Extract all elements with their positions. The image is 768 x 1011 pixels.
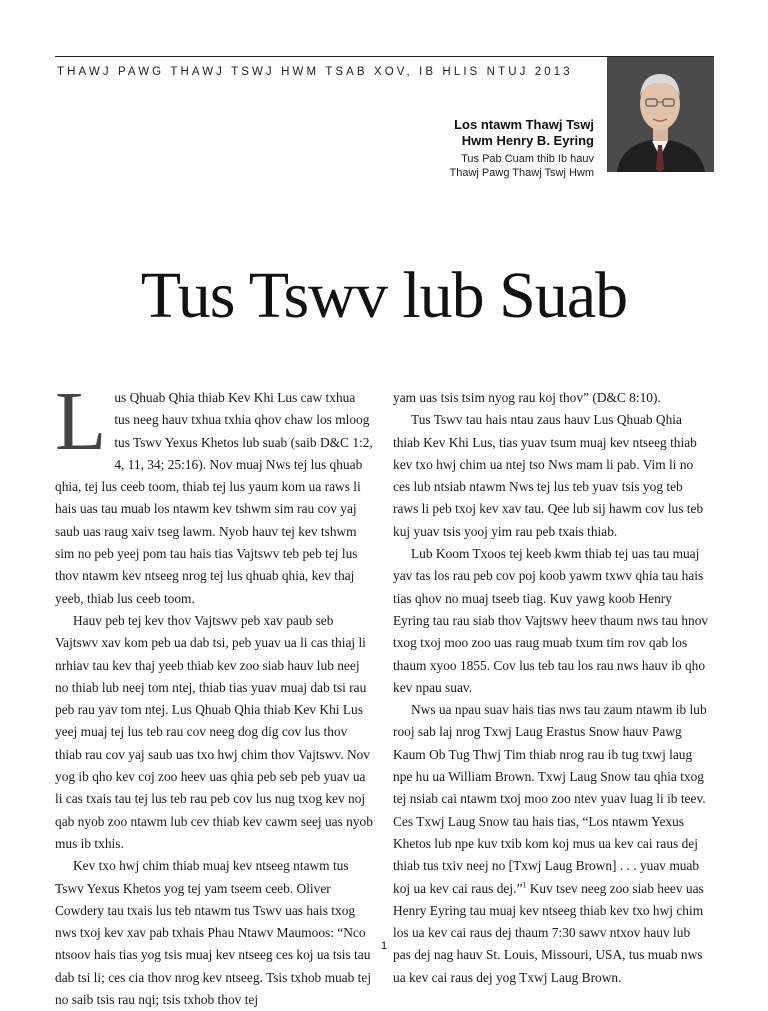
- page-number: 1: [380, 940, 388, 952]
- author-byline: [450, 117, 594, 180]
- author-role-line2: Thawj Pawg Thawj Tswj Hwm: [449, 167, 594, 179]
- paragraph: [55, 375, 373, 610]
- paragraph: yam uas tsis tsim nyog rau koj thov” (D&C 8:10).: [393, 390, 661, 405]
- paragraph-text: Nws ua npau suav hais tias nws tau zaum ntawm ib lub rooj sab laj nrog Txwj Laug Erastus Snow hauv Pawg Kaum Ob Tug Thwj Tim thiab nrog rau ib tug txwj laug npe hu ua William Brown. Txwj Laug Snow tau qhia txog tej nsiab cai ntawm txoj moo zoo ntev yuav luag li ib teev. Ces Txwj Laug Snow tau hais tias, “Los ntawm Yexus Khetos lub npe kuv txib kom koj mus ua kev cai raus dej thiab tus txiv neej no [Txwj Laug Brown] . . . yuav muab koj ua kev cai raus dej.”: [393, 702, 707, 896]
- author-name-line1: Los ntawm Thawj Tswj: [454, 117, 594, 132]
- paragraph: Tus Tswv tau hais ntau zaus hauv Lus Qhuab Qhia thiab Kev Khi Lus, tias yuav tsum muaj kev ntseeg thiab kev txo hwj chim ua ntej tso Nws mam li pab. Vim li no ces lub ntsiab ntawm Nws tej lus teb yuav tsis yog teb raws li peb txoj kev xav tau. Qee lub sij hawm cov lus teb kuj yuav tsis yooj yim rau peb txais thiab.: [393, 412, 704, 539]
- paragraph: Hauv peb tej kev thov Vajtswv peb xav paub seb Vajtswv xav kom peb ua dab tsi, peb yuav ua li cas thiaj li nrhiav tau kev thaj yeeb thiab kev zoo siab hauv lub neej no thiab lub neej tom ntej, thiab tias yuav muaj dab tsi rau peb rau yav tom ntej. Lus Qhuab Qhia thiab Kev Khi Lus yeej muaj tej lus teb rau cov neeg dog dig cov lus thov thiab rau cov yaj saub uas txo hwj chim thov Vajtswv. Nov yog ib qho kev coj zoo heev uas qhia peb seb peb yuav ua li cas txais tau tej lus teb rau peb cov lus nug txog kev noj qab nyob zoo ntawm lub cev thiab kev cawm seej uas nyob mus ib txhis.: [55, 612, 373, 851]
- paragraph-text: Kuv tsev neeg zoo siab heev uas Henry Eyring tau muaj kev ntseeg thiab kev txo hwj chim los ua kev cai raus dej thaum 7:30 sawv ntxov hauv lub pas dej nag hauv St. Louis, Missouri, USA, tus muab nws ua kev cai raus dej yog Txwj Laug Brown.: [393, 880, 704, 985]
- author-portrait: [607, 57, 714, 172]
- author-name-line2: Hwm Henry B. Eyring: [461, 133, 594, 148]
- right-column: [393, 387, 711, 989]
- paragraph-text: us Qhuab Qhia thiab Kev Khi Lus caw txhua tus neeg hauv txhua txhia qhov chaw los mloog tus Tswv Yexus Khetos lub suab (saib D&C 1:2, 4, 11, 34; 25:16). Nov muaj Nws tej lus qhuab qhia, tej lus ceeb toom, thiab tej lus yaum kom ua raws li hais uas tau muab los ntawm kev tshwm sim rau cov yaj saub uas raug xaiv tseg lawm. Nyob hauv tej kev tshwm sim no peb yeej pom tau hais tias Vajtswv teb peb tej lus thov ntawm kev ntseeg nrog tej lus qhuab qhia, kev thaj yeeb, thiab lus ceeb toom.: [55, 390, 373, 606]
- footnote-marker: 1: [522, 880, 527, 890]
- paragraph: Kev txo hwj chim thiab muaj kev ntseeg ntawm tus Tswv Yexus Khetos yog tej yam tseem ceeb. Oliver Cowdery tau txais lus teb ntawm tus Tswv uas hais txog nws txoj kev xav pab txhais Phau Ntawv Maumoos: “Nco ntsoov hais tias yog tsis muaj kev ntseeg ces koj ua tsis tau dab tsi li; ces cia thov nrog kev ntseeg. Tsis txhob muab tej no saib tsis rau nqi; tsis txhob thov tej: [55, 858, 372, 1008]
- article-title: Tus Tswv lub Suab: [140, 259, 628, 332]
- portrait-illustration: [607, 57, 714, 172]
- running-header: THAWJ PAWG THAWJ TSWJ HWM TSAB XOV, IB HLIS NTUJ 2013: [57, 66, 573, 78]
- left-column: [55, 375, 373, 1011]
- paragraph: Lub Koom Txoos tej keeb kwm thiab tej uas tau muaj yav tas los rau peb cov poj koob yawm txwv qhia tau hais tias qhov no muaj tseeb tiag. Kuv yawg koob Henry Eyring tau rau siab thov Vajtswv heev thaum nws tau hnov txog txoj moo zoo uas raug muab txum tim rov qab los thaum xyoo 1855. Cov lus teb tau los rau nws hauv ib qho kev npau suav.: [393, 546, 709, 695]
- drop-cap: L: [55, 375, 107, 468]
- author-role-line1: Tus Pab Cuam thib Ib hauv: [461, 153, 594, 165]
